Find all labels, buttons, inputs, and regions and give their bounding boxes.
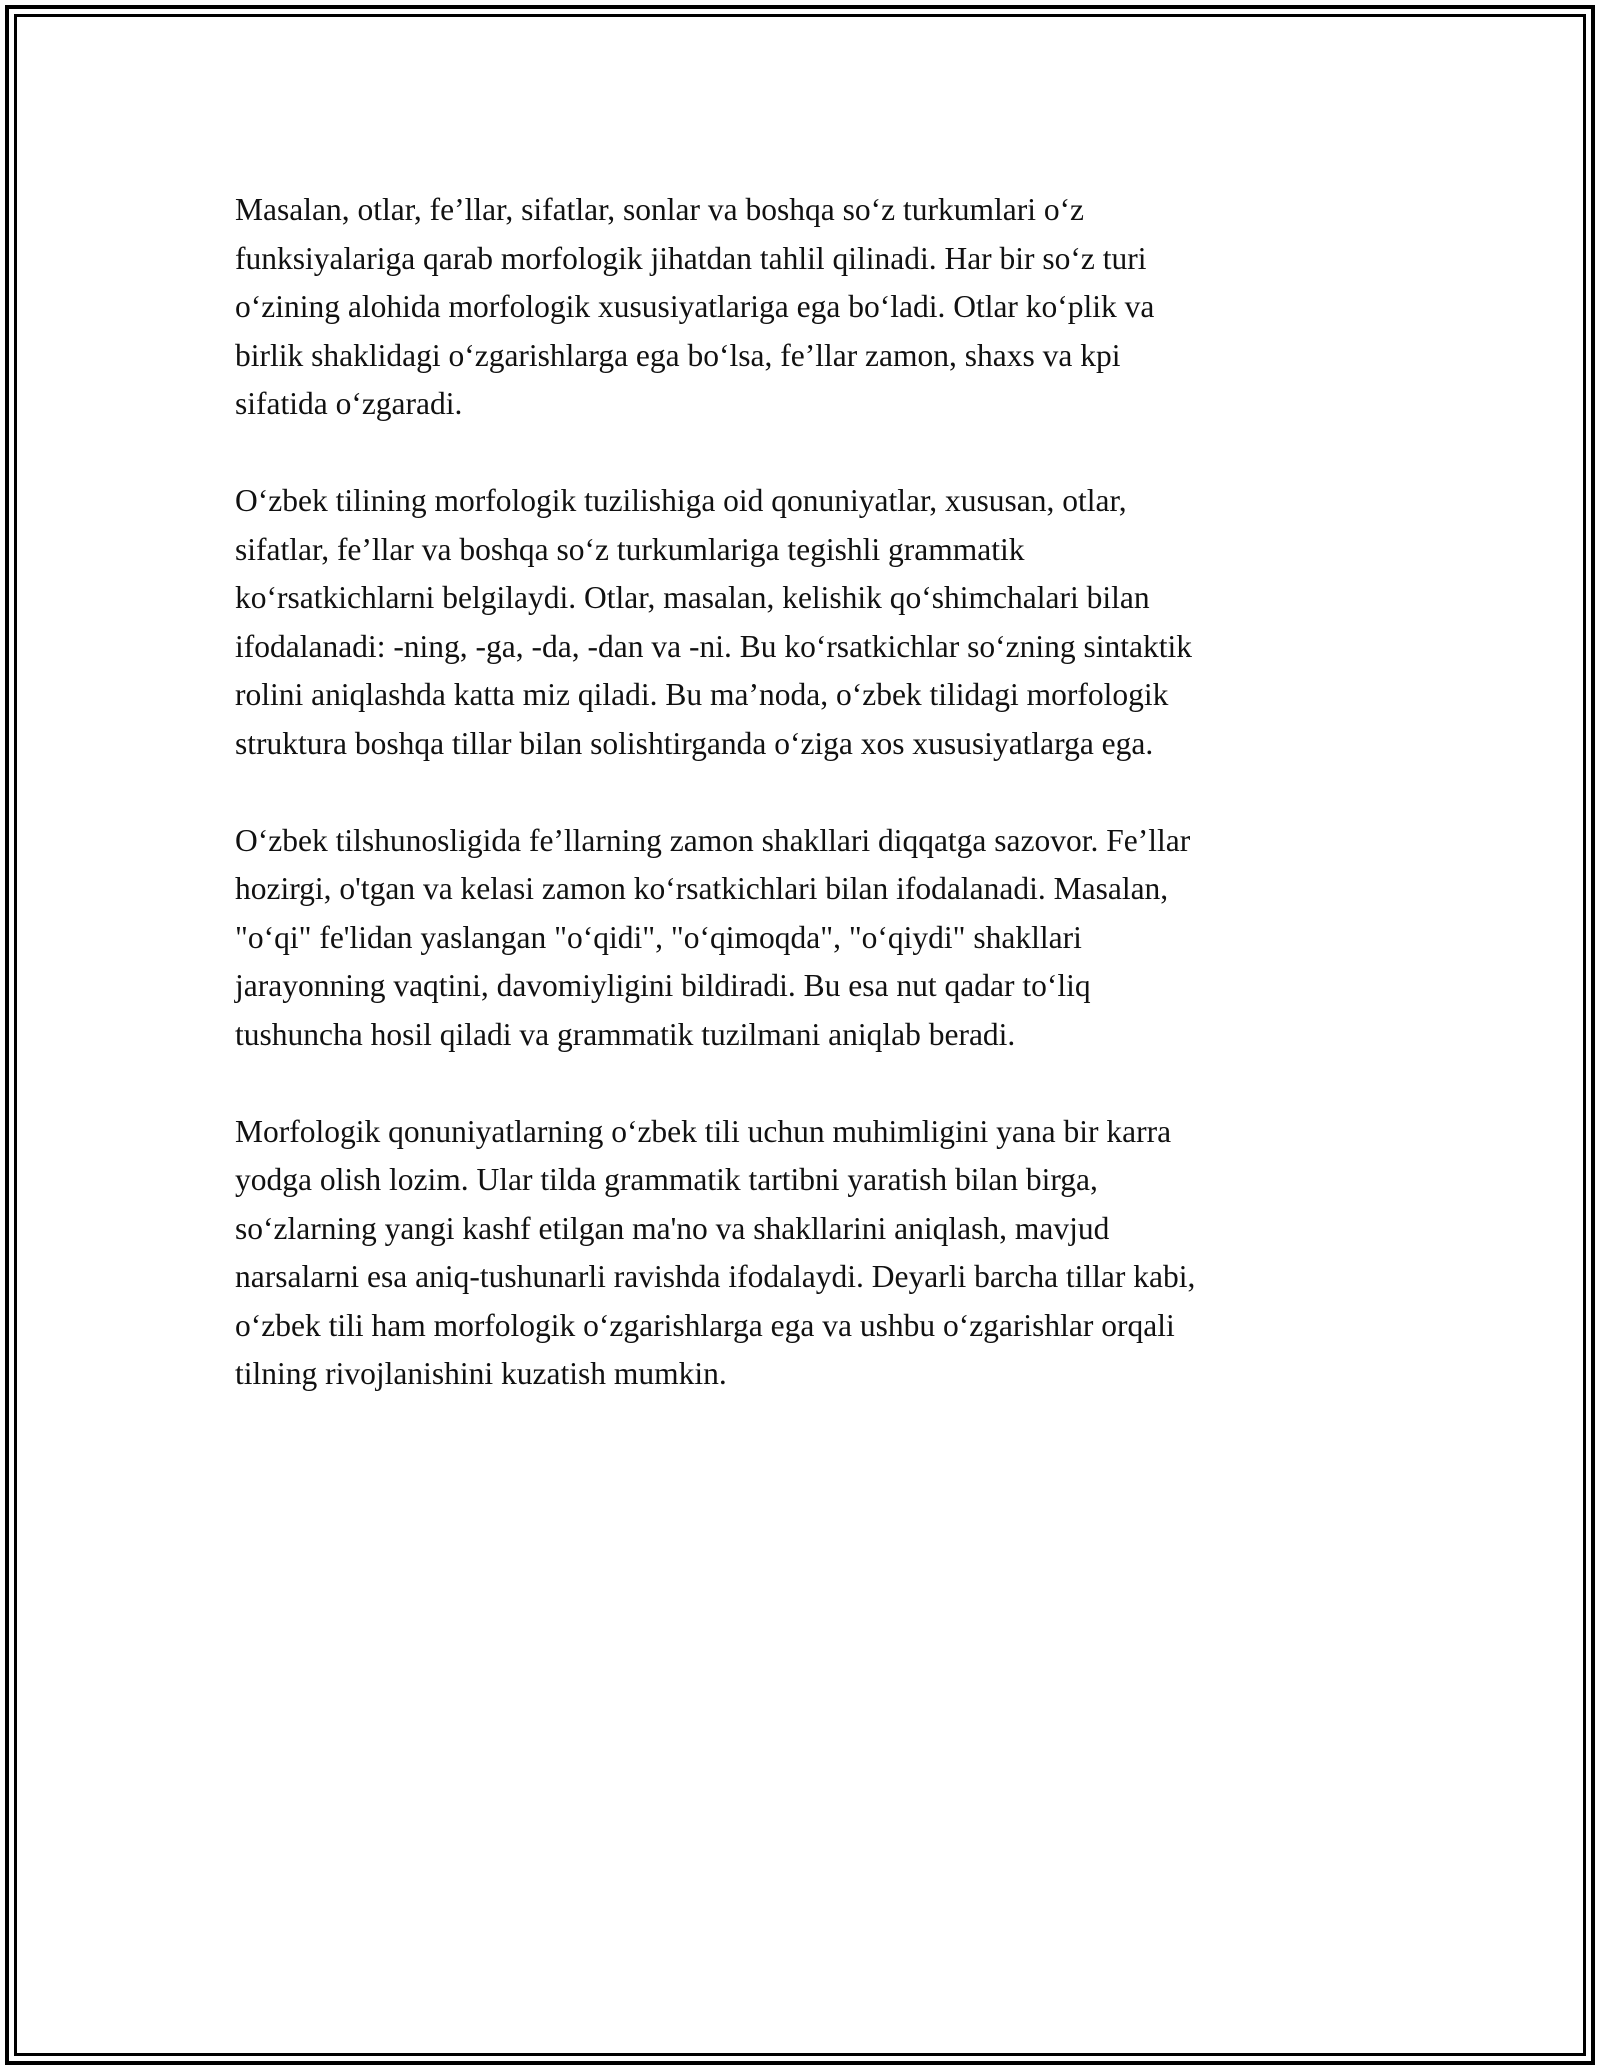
- paragraph-2: O‘zbek tilining morfologik tuzilishiga oid qonuniyatlar, xususan, otlar, sifatlar, fe’llar va boshqa so‘z turkumlariga tegishli grammatik ko‘rsatkichlarni belgilaydi. Otlar, masalan, kelishik qo‘shimchalari bilan ifodalanadi: -ning, -ga, -da, -dan va -ni. Bu ko‘rsatkichlar so‘zning sintaktik rolini aniqlashda katta miz qiladi. Bu ma’noda, o‘zbek tilidagi morfologik struktura boshqa tillar bilan solishtirganda o‘ziga xos xususiyatlarga ega.: [235, 483, 1192, 761]
- paragraph-1: Masalan, otlar, fe’llar, sifatlar, sonlar va boshqa so‘z turkumlari o‘z funksiyalariga qarab morfologik jihatdan tahlil qilinadi. Har bir so‘z turi o‘zining alohida morfologik xususiyatlariga ega bo‘ladi. Otlar ko‘plik va birlik shaklidagi o‘zgarishlarga ega bo‘lsa, fe’llar zamon, shaxs va kpi sifatida o‘zgaradi.: [235, 192, 1155, 421]
- document-body: [235, 186, 1375, 1447]
- paragraph-3: O‘zbek tilshunosligida fe’llarning zamon shakllari diqqatga sazovor. Fe’llar hozirgi, o'tgan va kelasi zamon ko‘rsatkichlari bilan ifodalanadi. Masalan, "o‘qi" fe'lidan yaslangan "o‘qidi", "o‘qimoqda", "o‘qiydi" shakllari jarayonning vaqtini, davomiyligini bildiradi. Bu esa nut qadar to‘liq tushuncha hosil qiladi va grammatik tuzilmani aniqlab beradi.: [235, 822, 1191, 1052]
- paragraph-4: Morfologik qonuniyatlarning o‘zbek tili uchun muhimligini yana bir karra yodga olish lozim. Ular tilda grammatik tartibni yaratish bilan birga, so‘zlarning yangi kashf etilgan ma'no va shakllarini aniqlash, mavjud narsalarni esa aniq-tushunarli ravishda ifodalaydi. Deyarli barcha tillar kabi, o‘zbek tili ham morfologik o‘zgarishlarga ega va ushbu o‘zgarishlar orqali tilning rivojlanishini kuzatish mumkin.: [235, 1113, 1196, 1391]
